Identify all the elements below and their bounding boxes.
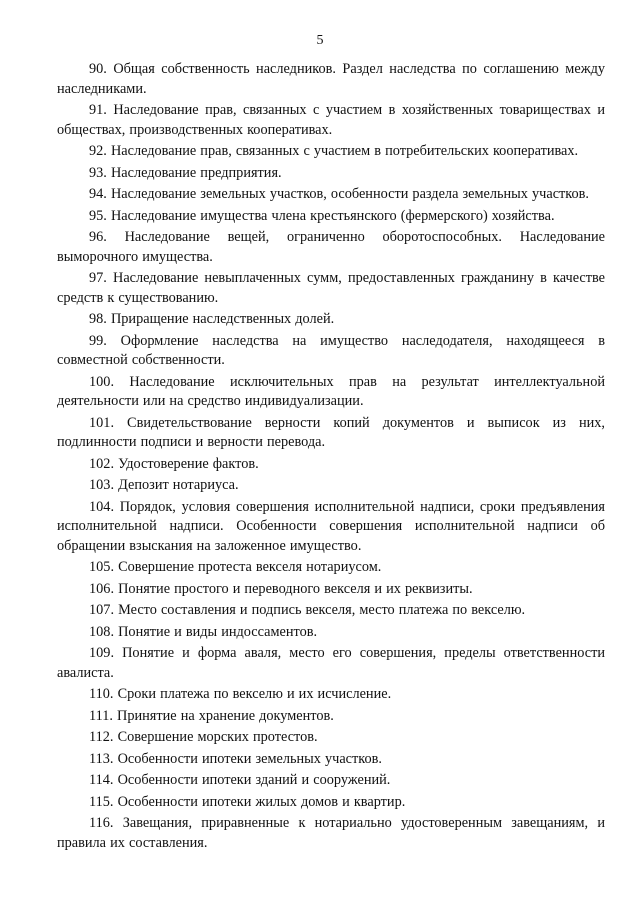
- list-item: 99. Оформление наследства на имущество наследодателя, находящееся в совместной собственности.: [57, 332, 605, 368]
- list-item: 97. Наследование невыплаченных сумм, предоставленных гражданину в качестве средств к существованию.: [57, 270, 605, 306]
- list-item: 115. Особенности ипотеки жилых домов и квартир.: [89, 793, 406, 810]
- list-item: 107. Место составления и подпись векселя, место платежа по векселю.: [89, 602, 526, 618]
- list-item: 92. Наследование прав, связанных с участием в потребительских кооперативах.: [89, 143, 579, 159]
- list-item: 103. Депозит нотариуса.: [89, 477, 239, 493]
- list-item: 111. Принятие на хранение документов.: [89, 707, 334, 724]
- list-item: 109. Понятие и форма аваля, место его совершения, пределы ответственности авалиста.: [57, 645, 605, 681]
- list-item: 112. Совершение морских протестов.: [89, 729, 318, 745]
- list-item: 106. Понятие простого и переводного векселя и их реквизиты.: [89, 580, 473, 597]
- list-item: 90. Общая собственность наследников. Раздел наследства по соглашению между наследниками.: [57, 61, 605, 97]
- list-item: 100. Наследование исключительных прав на результат интеллектуальной деятельности или на средство индивидуализации.: [57, 373, 605, 409]
- list-item: 116. Завещания, приравненные к нотариально удостоверенным завещаниям, и правила их составления.: [57, 815, 605, 851]
- list-item: 101. Свидетельствование верности копий документов и выписок из них, подлинности подписи и верности перевода.: [57, 414, 605, 450]
- list-item: 110. Сроки платежа по векселю и их исчисление.: [89, 686, 392, 702]
- list-item: 94. Наследование земельных участков, особенности раздела земельных участков.: [89, 186, 589, 202]
- list-item: 91. Наследование прав, связанных с участием в хозяйственных товариществах и обществах, производственных кооперативах.: [57, 102, 605, 138]
- list-item: 108. Понятие и виды индоссаментов.: [89, 623, 318, 640]
- list-item: 114. Особенности ипотеки зданий и сооружений.: [89, 772, 391, 788]
- list-item: 104. Порядок, условия совершения исполнительной надписи, сроки предъявления исполнительной надписи. Особенности совершения исполнительной надписи об обращении взыскания на заложенное имущество.: [57, 498, 605, 554]
- page-number: 5: [316, 33, 324, 48]
- list-item: 98. Приращение наследственных долей.: [89, 311, 335, 327]
- list-item: 102. Удостоверение фактов.: [89, 455, 259, 472]
- document-body: [57, 60, 605, 855]
- list-item: 113. Особенности ипотеки земельных участков.: [89, 750, 382, 767]
- list-item: 105. Совершение протеста векселя нотариусом.: [89, 559, 382, 575]
- list-item: 93. Наследование предприятия.: [89, 164, 282, 181]
- list-item: 95. Наследование имущества члена крестьянского (фермерского) хозяйства.: [89, 207, 555, 224]
- list-item: 96. Наследование вещей, ограниченно оборотоспособных. Наследование выморочного имущества.: [57, 229, 605, 265]
